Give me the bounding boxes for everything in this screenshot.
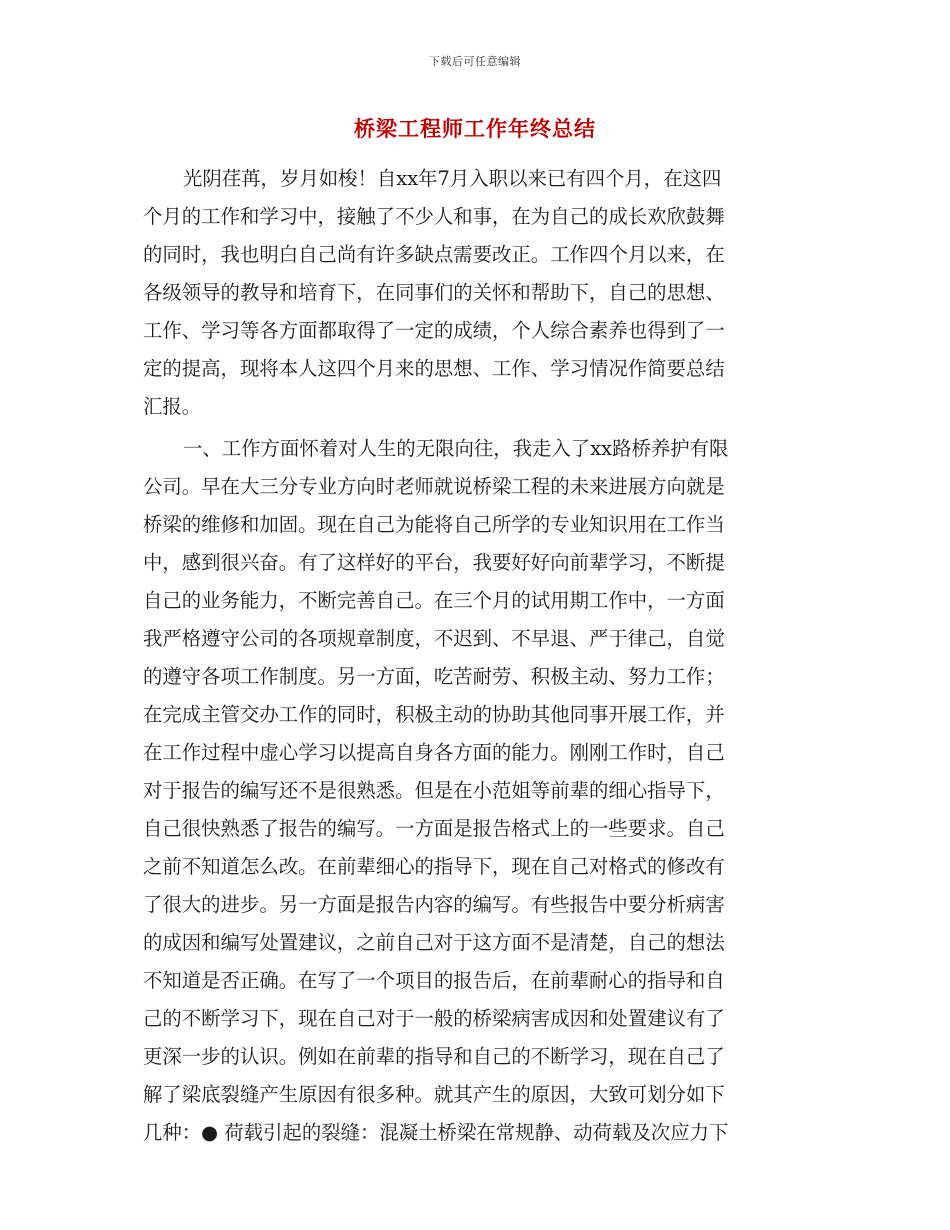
text-line: 解了梁底裂缝产生原因有很多种。就其产生的原因，大致可划分如下: [143, 1083, 725, 1106]
text-line: 桥梁的维修和加固。现在自己为能将自己所学的专业知识用在工作当: [143, 513, 725, 536]
text-line: 不知道是否正确。在写了一个项目的报告后，在前辈耐心的指导和自: [143, 969, 725, 992]
text-line: 在工作过程中虚心学习以提高自身各方面的能力。刚刚工作时，自己: [143, 741, 725, 764]
text-line: 公司。早在大三分专业方向时老师就说桥梁工程的未来进展方向就是: [143, 475, 725, 498]
text-line: 定的提高，现将本人这四个月来的思想、工作、学习情况作简要总结: [143, 357, 725, 380]
text-line: 之前不知道怎么改。在前辈细心的指导下，现在自己对格式的修改有: [143, 855, 725, 878]
text-line: 个月的工作和学习中，接触了不少人和事，在为自己的成长欢欣鼓舞: [143, 205, 725, 228]
paragraph-intro: [143, 160, 805, 426]
text-line: 各级领导的教导和培育下，在同事们的关怀和帮助下，自己的思想、: [143, 281, 725, 304]
document-body: [143, 160, 805, 1152]
text-line: 中，感到很兴奋。有了这样好的平台，我要好好向前辈学习，不断提: [143, 551, 725, 574]
text-line: 自己很快熟悉了报告的编写。一方面是报告格式上的一些要求。自己: [143, 817, 725, 840]
text-line: 的遵守各项工作制度。另一方面，吃苦耐劳、积极主动、努力工作；: [143, 665, 725, 688]
text-line: 汇报。: [143, 395, 202, 418]
document-title: 桥梁工程师工作年终总结: [354, 116, 596, 141]
text-line: 更深一步的认识。例如在前辈的指导和自己的不断学习，现在自己了: [143, 1045, 725, 1068]
text-line: 对于报告的编写还不是很熟悉。但是在小范姐等前辈的细心指导下，: [143, 779, 725, 802]
text-line: 光阴荏苒，岁月如梭！自xx年7月入职以来已有四个月，在这四: [183, 167, 722, 190]
text-line: 在完成主管交办工作的同时，积极主动的协助其他同事开展工作，并: [143, 703, 725, 726]
text-line: 的同时，我也明白自己尚有许多缺点需要改正。工作四个月以来，在: [143, 243, 725, 266]
text-line: 几种：● 荷载引起的裂缝：混凝土桥梁在常规静、动荷载及次应力下: [143, 1121, 729, 1144]
text-line: 自己的业务能力，不断完善自己。在三个月的试用期工作中，一方面: [143, 589, 725, 612]
text-line: 一、工作方面怀着对人生的无限向往，我走入了xx路桥养护有限: [183, 437, 729, 460]
paragraph-work: [143, 430, 805, 1152]
text-line: 己的不断学习下，现在自己对于一般的桥梁病害成因和处置建议有了: [143, 1007, 725, 1030]
text-line: 工作、学习等各方面都取得了一定的成绩，个人综合素养也得到了一: [143, 319, 725, 342]
header-note: 下载后可任意编辑: [429, 55, 521, 68]
text-line: 了很大的进步。另一方面是报告内容的编写。有些报告中要分析病害: [143, 893, 725, 916]
text-line: 的成因和编写处置建议，之前自己对于这方面不是清楚，自己的想法: [143, 931, 725, 954]
text-line: 我严格遵守公司的各项规章制度，不迟到、不早退、严于律己，自觉: [143, 627, 725, 650]
